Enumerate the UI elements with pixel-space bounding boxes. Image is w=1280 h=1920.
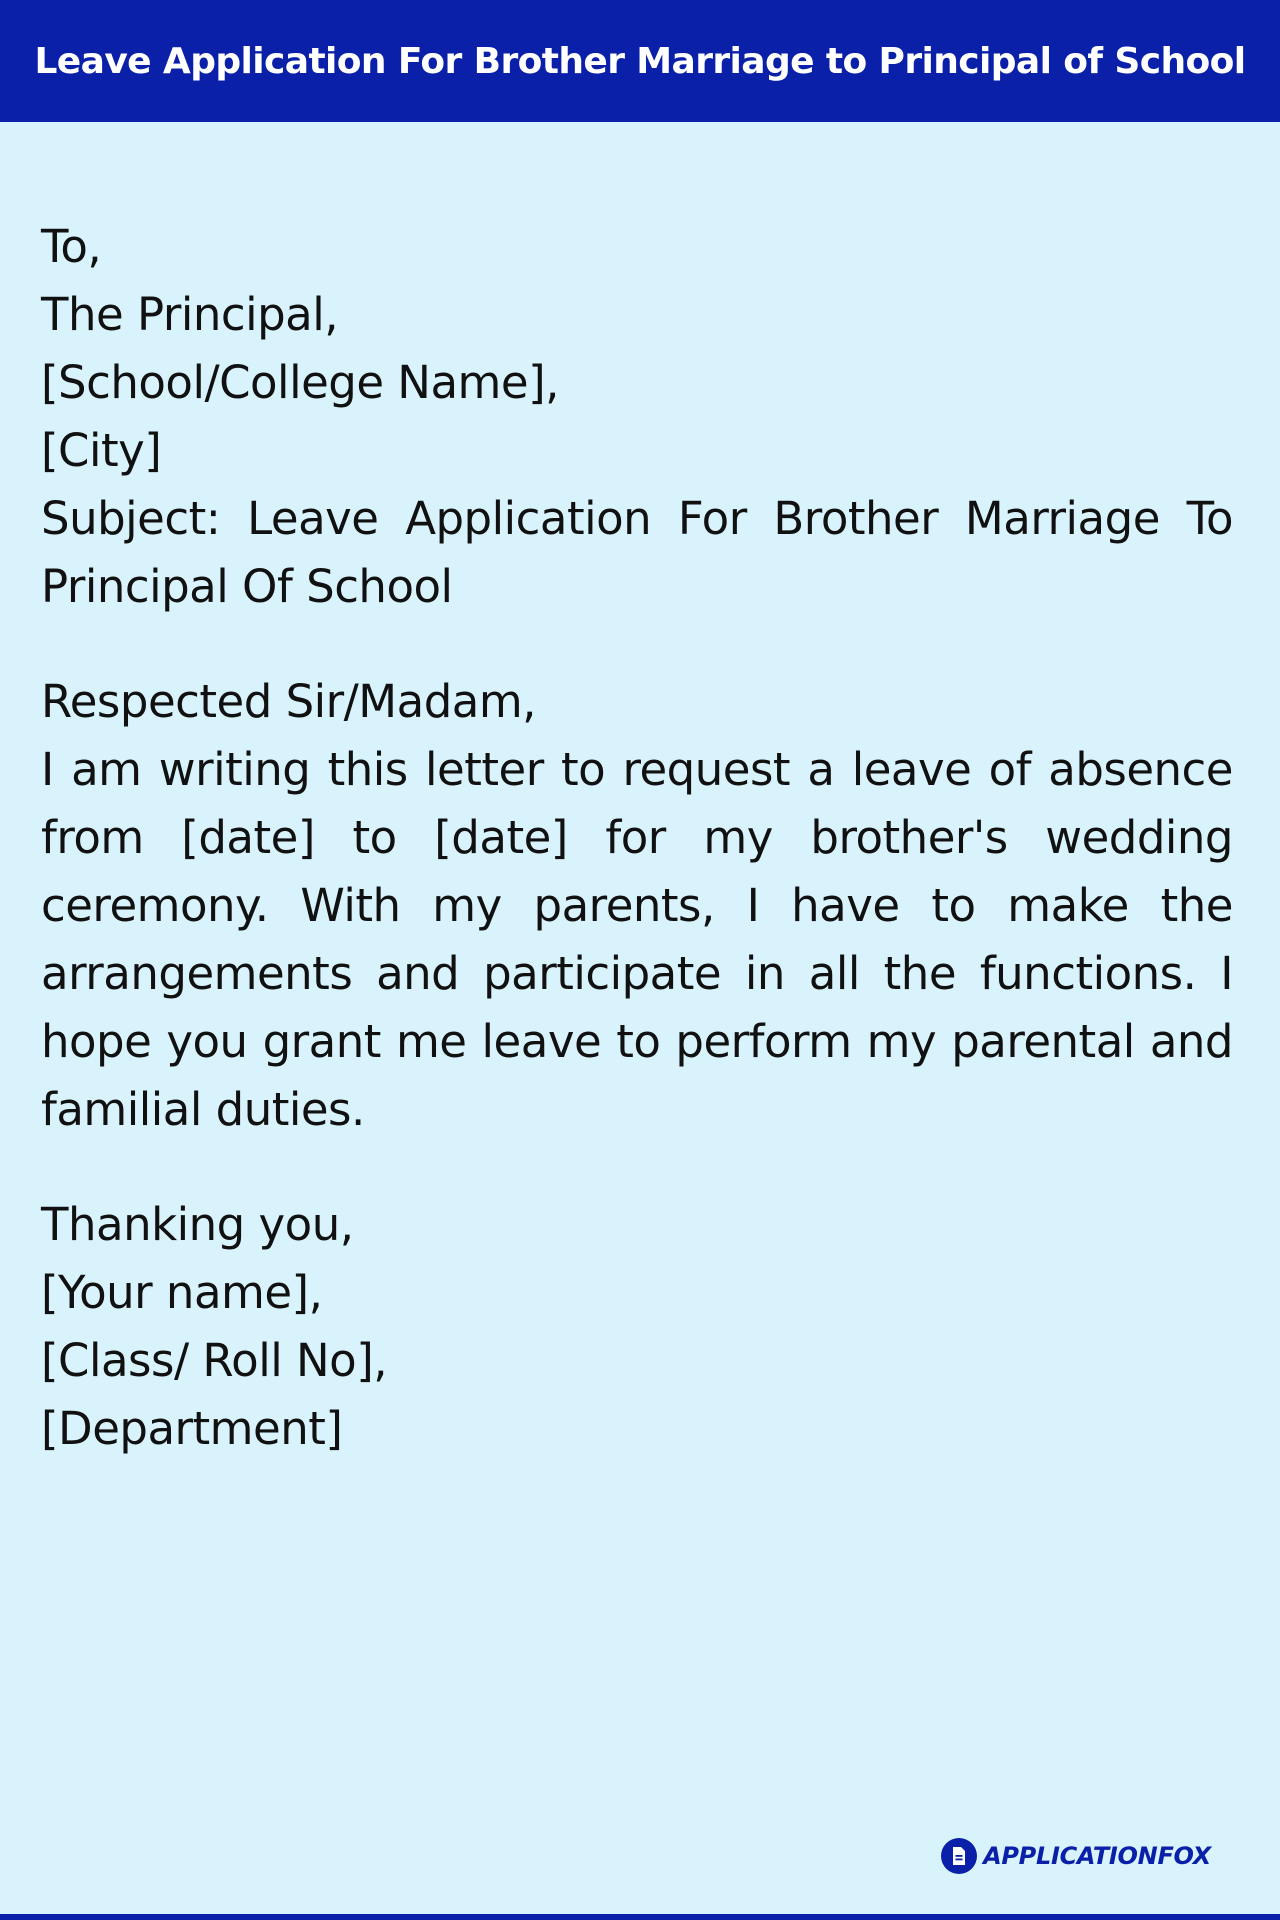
header-banner: [0, 0, 1280, 122]
address-line: To,: [41, 220, 102, 273]
body-paragraph: I am writing this letter to request a leave of absence from [date] to [date] for my brother's wedding ceremony. With my parents, I have to make the arrangements and participate in all the functions. I hope you grant me leave to perform my parental and familial duties.: [41, 743, 1233, 1136]
subject-line: Subject: Leave Application For Brother Marriage To Principal Of School: [41, 492, 1233, 613]
address-line: The Principal,: [41, 288, 339, 341]
closing-line: [Your name],: [41, 1266, 323, 1319]
address-line: [School/College Name],: [41, 356, 559, 409]
bottom-bar: [0, 1914, 1280, 1920]
closing-line: [Class/ Roll No],: [41, 1334, 388, 1387]
page-title: Leave Application For Brother Marriage to Principal of School: [34, 40, 1246, 82]
salutation: Respected Sir/Madam,: [41, 675, 536, 728]
document-icon: [941, 1838, 977, 1874]
closing-line: [Department]: [41, 1402, 343, 1455]
logo-text: APPLICATIONFOX: [983, 1842, 1211, 1870]
address-line: [City]: [41, 424, 162, 477]
letter-body: [41, 213, 1233, 1463]
brand-logo: [941, 1836, 1211, 1876]
closing-line: Thanking you,: [41, 1198, 354, 1251]
